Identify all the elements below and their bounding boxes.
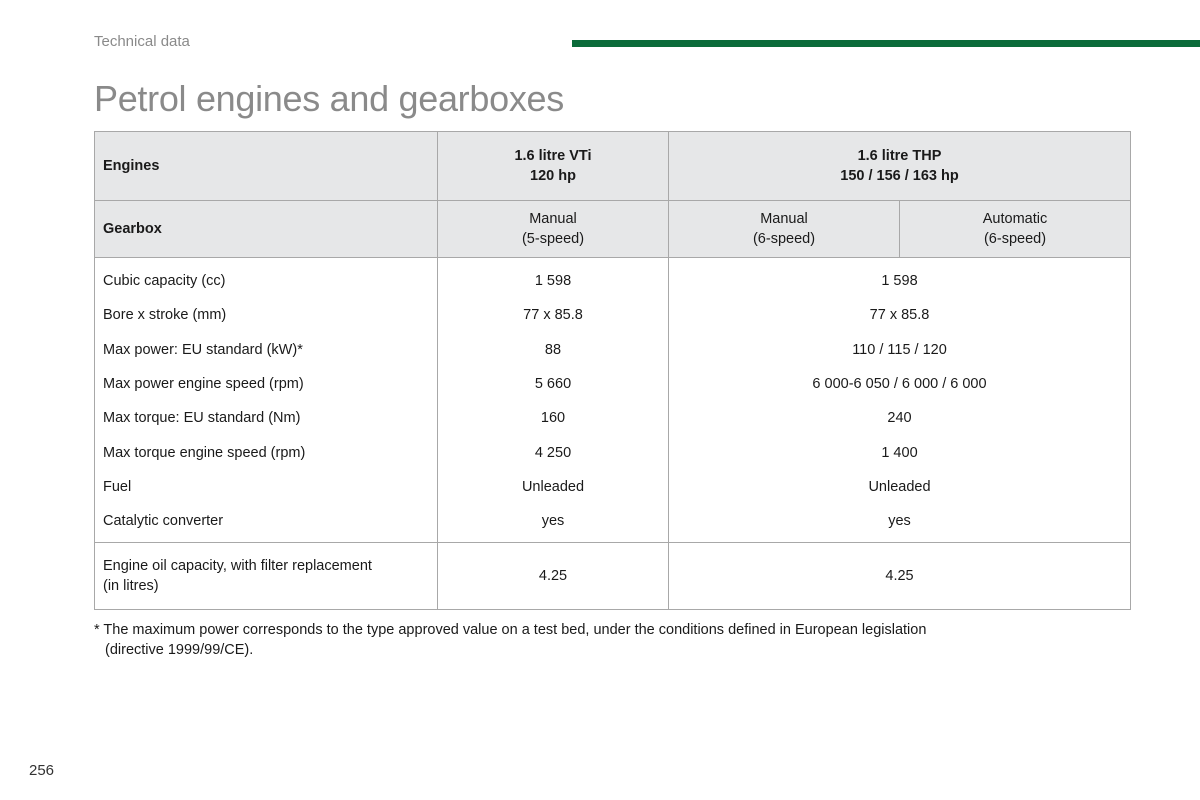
table-row — [95, 298, 1131, 332]
gearbox-speeds: (6-speed) — [752, 231, 816, 247]
page-number: 256 — [29, 762, 55, 779]
gearbox-label: Gearbox — [95, 201, 438, 258]
vti-value: 1 598 — [438, 258, 669, 299]
thp-value: 240 — [669, 401, 1131, 435]
table-row — [95, 504, 1131, 543]
engine-vti-header — [438, 132, 669, 201]
engines-row — [95, 132, 1131, 201]
section-label: Technical data — [94, 33, 190, 50]
footnote — [94, 620, 1054, 660]
row-label: Max power engine speed (rpm) — [95, 367, 438, 401]
oil-label-line: Engine oil capacity, with filter replacement — [103, 558, 372, 575]
page-title: Petrol engines and gearboxes — [94, 78, 564, 119]
thp-value: 1 400 — [669, 435, 1131, 469]
row-label: Bore x stroke (mm) — [95, 298, 438, 332]
thp-value: 110 / 115 / 120 — [669, 333, 1131, 367]
row-label: Max torque: EU standard (Nm) — [95, 401, 438, 435]
row-label: Fuel — [95, 470, 438, 504]
engine-thp-power: 150 / 156 / 163 hp — [840, 168, 959, 184]
engine-vti-power: 120 hp — [530, 168, 576, 184]
table-row — [95, 435, 1131, 469]
engine-thp-name: 1.6 litre THP — [857, 148, 942, 164]
gearbox-row — [95, 201, 1131, 258]
vti-value: 5 660 — [438, 367, 669, 401]
table-row — [95, 367, 1131, 401]
row-label: Max power: EU standard (kW)* — [95, 333, 438, 367]
thp-value: Unleaded — [669, 470, 1131, 504]
header-accent-bar — [572, 40, 1200, 47]
engine-vti-name: 1.6 litre VTi — [514, 148, 592, 164]
vti-value: 77 x 85.8 — [438, 298, 669, 332]
specs-table — [94, 131, 1131, 610]
row-label: Max torque engine speed (rpm) — [95, 435, 438, 469]
oil-capacity-row — [95, 543, 1131, 610]
table-row — [95, 258, 1131, 299]
row-label: Catalytic converter — [95, 504, 438, 543]
thp-value: 6 000-6 050 / 6 000 / 6 000 — [669, 367, 1131, 401]
vti-value: 4 250 — [438, 435, 669, 469]
gearbox-type: Manual — [760, 211, 808, 227]
vti-value: Unleaded — [438, 470, 669, 504]
vti-value: 160 — [438, 401, 669, 435]
footnote-line: * The maximum power corresponds to the type approved value on a test bed, under the conditions defined in European legislation — [94, 622, 927, 638]
engine-thp-header — [669, 132, 1131, 201]
gearbox-speeds: (5-speed) — [521, 231, 585, 247]
oil-capacity-label — [95, 543, 438, 610]
gearbox-cell — [900, 201, 1131, 258]
engines-label: Engines — [95, 132, 438, 201]
row-label: Cubic capacity (cc) — [95, 258, 438, 299]
gearbox-type: Manual — [529, 211, 577, 227]
table-row — [95, 401, 1131, 435]
vti-value: yes — [438, 504, 669, 543]
thp-value: 1 598 — [669, 258, 1131, 299]
gearbox-speeds: (6-speed) — [983, 231, 1047, 247]
oil-label-unit: (in litres) — [103, 578, 159, 595]
thp-oil-value: 4.25 — [669, 543, 1131, 610]
thp-value: yes — [669, 504, 1131, 543]
footnote-reference: (directive 1999/99/CE). — [105, 642, 254, 658]
thp-value: 77 x 85.8 — [669, 298, 1131, 332]
gearbox-type: Automatic — [982, 211, 1048, 227]
gearbox-cell — [669, 201, 900, 258]
table-row — [95, 333, 1131, 367]
vti-oil-value: 4.25 — [438, 543, 669, 610]
vti-value: 88 — [438, 333, 669, 367]
table-row — [95, 470, 1131, 504]
gearbox-cell — [438, 201, 669, 258]
